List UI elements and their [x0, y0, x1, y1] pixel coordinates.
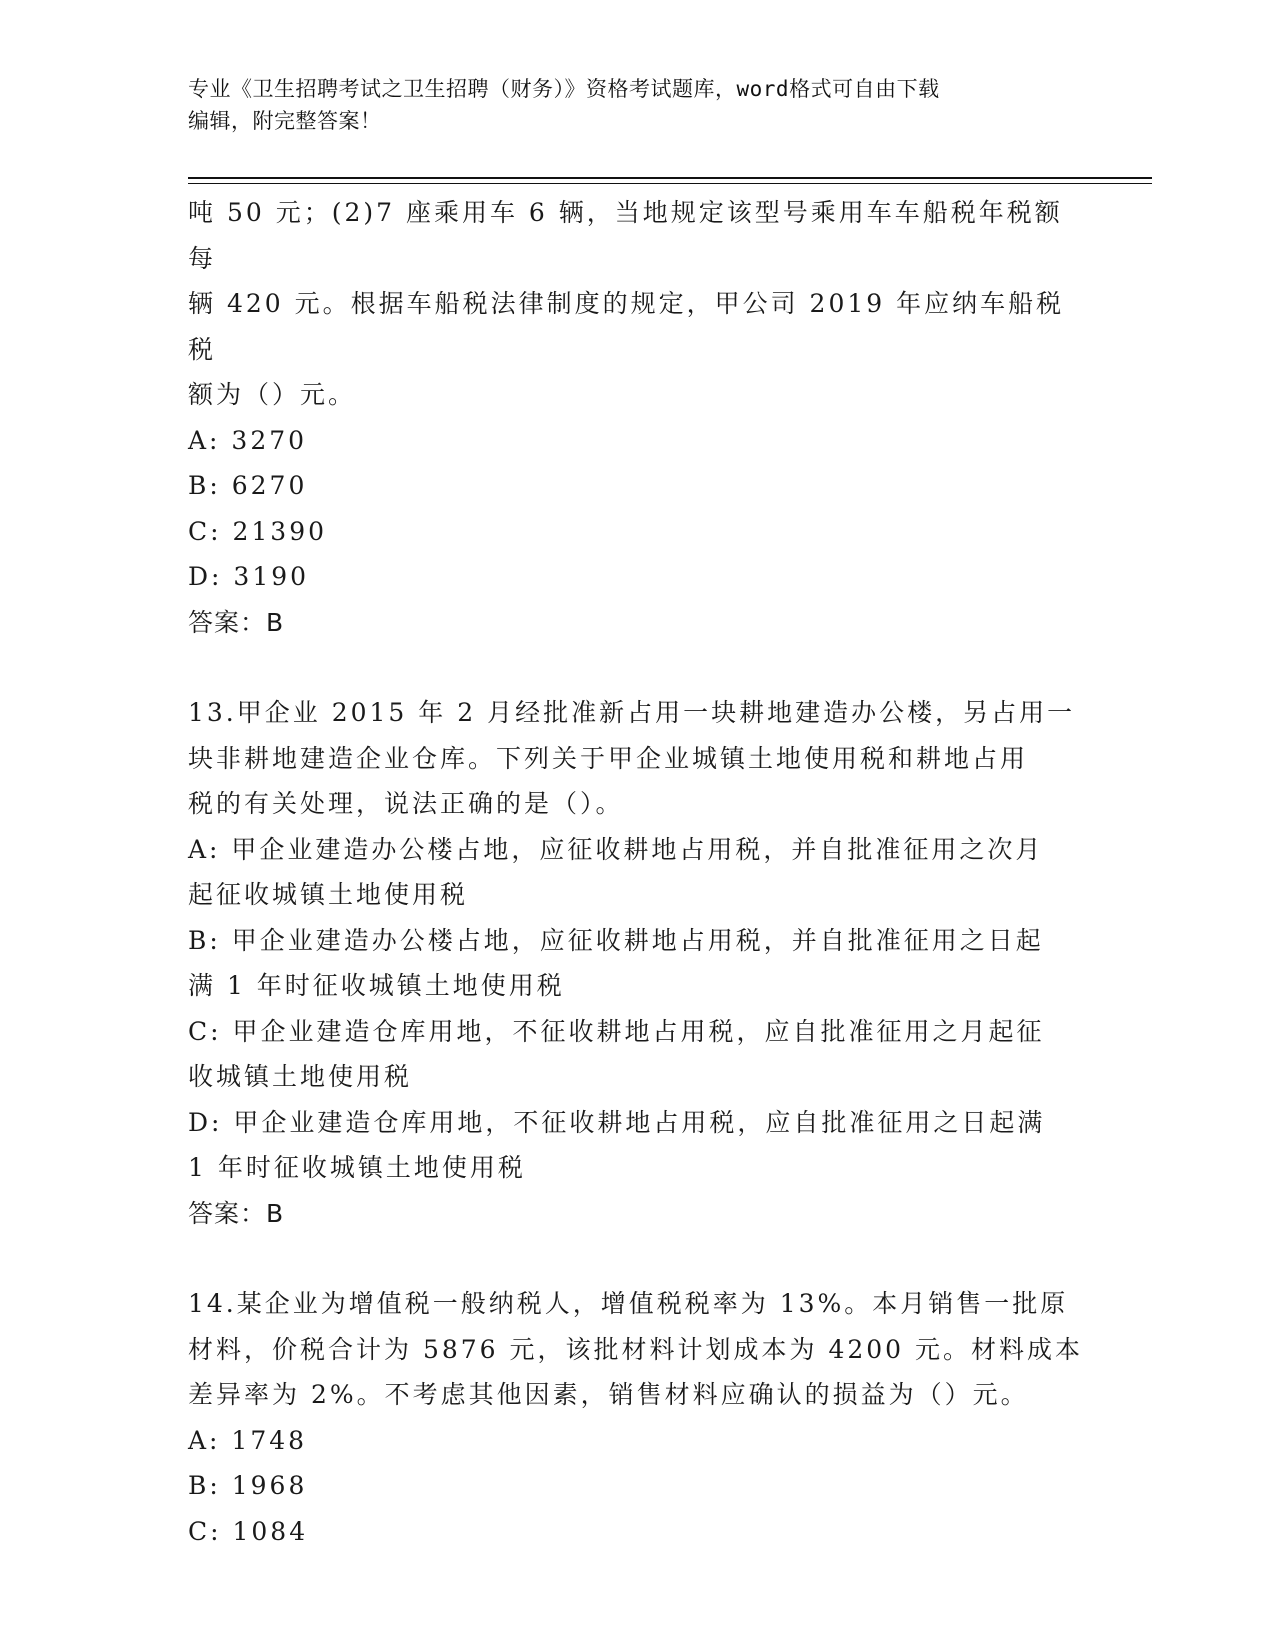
- option-a: A: 1748: [188, 1425, 308, 1455]
- answer-line: 答案：B: [188, 607, 285, 637]
- option-a-line-1: A: 甲企业建造办公楼占地，应征收耕地占用税，并自批准征用之次月: [188, 834, 1044, 864]
- question-stem-line: 材料，价税合计为 5876 元，该批材料计划成本为 4200 元。材料成本: [188, 1334, 1084, 1364]
- option-b-line-2: 满 1 年时征收城镇土地使用税: [188, 971, 565, 1000]
- option-c-line-2: 收城镇土地使用税: [188, 1062, 413, 1091]
- option-a-line-2: 起征收城镇土地使用税: [188, 880, 469, 909]
- spacer: [188, 645, 1088, 690]
- question-stem-line: 块非耕地建造企业仓库。下列关于甲企业城镇土地使用税和耕地占用: [188, 743, 1029, 773]
- question-stem-line: 税的有关处理，说法正确的是（）。: [188, 789, 624, 818]
- spacer: [188, 1236, 1088, 1281]
- option-d: D: 3190: [188, 562, 310, 591]
- header-line-1: 专业《卫生招聘考试之卫生招聘（财务）》资格考试题库，word格式可自由下载: [188, 77, 940, 101]
- document-header: [188, 73, 1088, 137]
- header-rule-thin: [188, 183, 1152, 184]
- question-stem-line: 差异率为 2%。不考虑其他因素，销售材料应确认的损益为（）元。: [188, 1380, 1029, 1409]
- option-a: A: 3270: [188, 425, 308, 455]
- option-c: C: 21390: [188, 516, 328, 546]
- question-stem-line: 辆 420 元。根据车船税法律制度的规定，甲公司 2019 年应纳车船税税: [188, 289, 1065, 364]
- question-14: [188, 1281, 1088, 1554]
- option-b-line-1: B: 甲企业建造办公楼占地，应征收耕地占用税，并自批准征用之日起: [188, 925, 1044, 955]
- option-d-line-2: 1 年时征收城镇土地使用税: [188, 1153, 526, 1182]
- question-stem-line: 额为（）元。: [188, 380, 357, 409]
- option-d-line-1: D: 甲企业建造仓库用地，不征收耕地占用税，应自批准征用之日起满: [188, 1107, 1046, 1137]
- question-stem-line: 13.甲企业 2015 年 2 月经批准新占用一块耕地建造办公楼，另占用一: [188, 698, 1076, 727]
- header-rule-thick: [188, 177, 1152, 179]
- question-list: [188, 190, 1088, 1554]
- header-line-2: 编辑，附完整答案！: [188, 109, 382, 133]
- question-stem-line: 吨 50 元；(2)7 座乘用车 6 辆，当地规定该型号乘用车车船税年税额每: [188, 198, 1063, 273]
- option-c: C: 1084: [188, 1516, 309, 1546]
- answer-line: 答案：B: [188, 1198, 285, 1228]
- question-12: [188, 190, 1088, 645]
- option-c-line-1: C: 甲企业建造仓库用地，不征收耕地占用税，应自批准征用之月起征: [188, 1016, 1045, 1046]
- option-b: B: 6270: [188, 471, 308, 500]
- question-stem-line: 14.某企业为增值税一般纳税人，增值税税率为 13%。本月销售一批原: [188, 1289, 1069, 1318]
- question-13: [188, 690, 1088, 1236]
- option-b: B: 1968: [188, 1471, 308, 1500]
